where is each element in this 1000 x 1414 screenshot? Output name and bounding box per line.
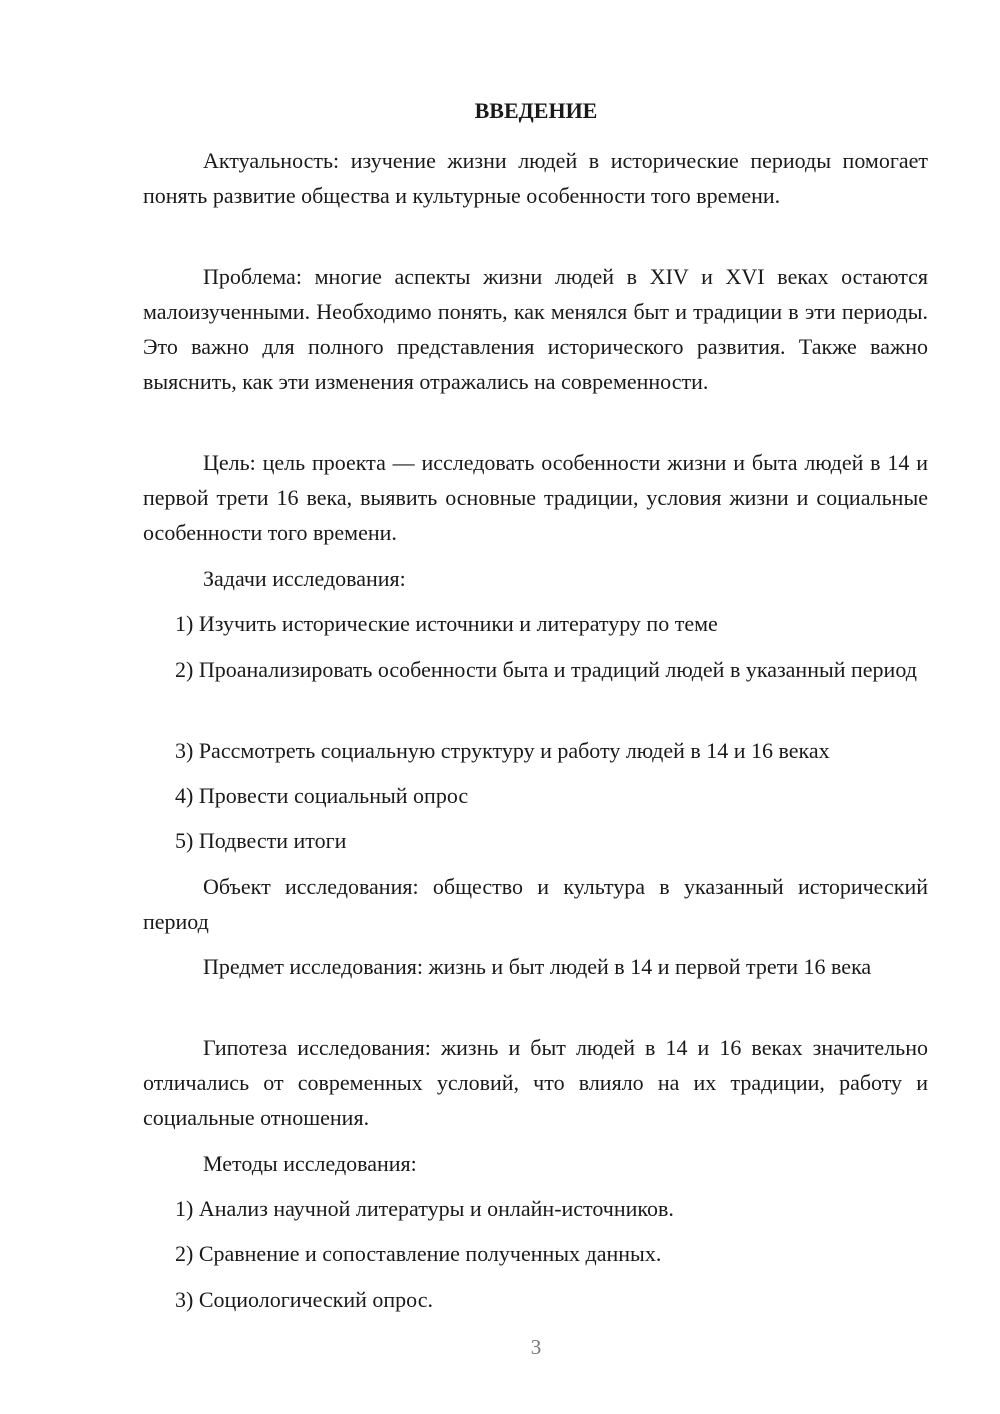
page-title: ВВЕДЕНИЕ (474, 98, 598, 123)
task-item-2: 2) Проанализировать особенности быта и традиций людей в указанный период (175, 657, 917, 682)
tasks-heading: Задачи исследования: (203, 566, 406, 591)
method-item-3: 3) Социологический опрос. (175, 1287, 433, 1312)
task-item-4: 4) Провести социальный опрос (175, 783, 469, 808)
methods-heading: Методы исследования: (203, 1151, 417, 1176)
paragraph-goal: Цель: цель проекта — исследовать особенности жизни и быта людей в 14 и первой трети 16 века, выявить основные традиции, условия жизни и социальные особенности того времени. (143, 450, 928, 545)
task-item-5: 5) Подвести итоги (175, 828, 347, 853)
method-item-1: 1) Анализ научной литературы и онлайн-источников. (175, 1196, 674, 1221)
task-item-1: 1) Изучить исторические источники и литературу по теме (175, 611, 718, 636)
method-item-2: 2) Сравнение и сопоставление полученных данных. (175, 1241, 662, 1266)
task-item-3: 3) Рассмотреть социальную структуру и работу людей в 14 и 16 веках (175, 738, 830, 763)
paragraph-relevance: Актуальность: изучение жизни людей в исторические периоды помогает понять развитие общества и культурные особенности того времени. (143, 148, 928, 208)
page-number: 3 (530, 1335, 542, 1359)
paragraph-hypothesis: Гипотеза исследования: жизнь и быт людей в 14 и 16 веках значительно отличались от современных условий, что влияло на их традиции, работу и социальные отношения. (143, 1035, 928, 1130)
paragraph-problem: Проблема: многие аспекты жизни людей в XIV и XVI веках остаются малоизученными. Необходимо понять, как менялся быт и традиции в эти периоды. Это важно для полного представления исторического развития. Также важно выяснить, как эти изменения отражались на современности. (143, 264, 928, 394)
paragraph-object: Объект исследования: общество и культура в указанный исторический период (143, 874, 928, 934)
paragraph-subject: Предмет исследования: жизнь и быт людей в 14 и первой трети 16 века (203, 954, 872, 979)
